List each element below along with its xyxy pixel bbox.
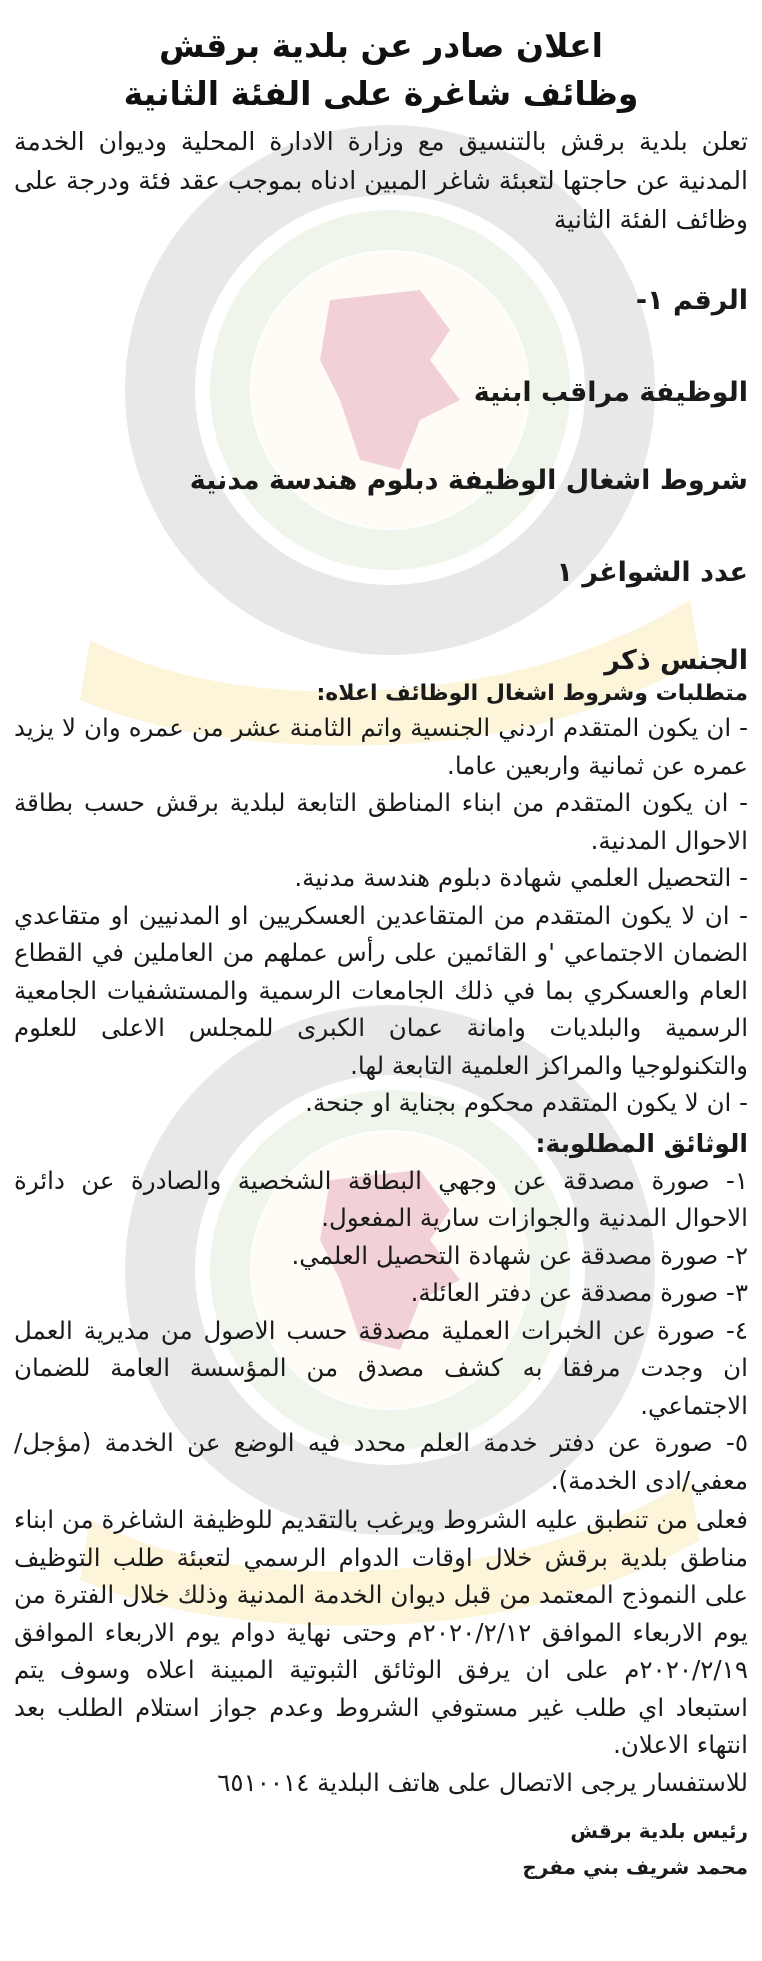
signature-role: رئيس بلدية برقش [570, 1819, 748, 1843]
documents-list [14, 1162, 748, 1500]
intro-paragraph: تعلن بلدية برقش بالتنسيق مع وزارة الادارة المحلية وديوان الخدمة المدنية عن حاجتها لتعبئة شاغر المبين ادناه بموجب عقد فئة ودرجة على وظائف الفئة الثانية [14, 127, 748, 234]
requirement-item: - ان لا يكون المتقدم محكوم بجناية او جنحة. [305, 1088, 748, 1117]
document-item: ٢- صورة مصدقة عن شهادة التحصيل العلمي. [291, 1240, 748, 1270]
signature-name: محمد شريف بني مفرج [522, 1855, 748, 1879]
title-line-1: اعلان صادر عن بلدية برقش [159, 26, 603, 65]
document-item: ٣- صورة مصدقة عن دفتر العائلة. [410, 1278, 748, 1307]
closing-paragraph: فعلى من تنطبق عليه الشروط ويرغب بالتقديم للوظيفة الشاغرة من ابناء مناطق بلدية برقش خلال اوقات الدوام الرسمي لتعبئة طلب التوظيف على النموذج المعتمد من قبل ديوان الخدمة المدنية وذلك خلال الفترة من يوم الاربعاء الموافق ٢٠٢٠/٢/١٢م وحتى نهاية دوام يوم الاربعاء الموافق ٢٠٢٠/٢/١٩م على ان يرفق الوثائق الثبوتية المبينة اعلاه وسوف يتم استبعاد اي طلب غير مستوفي الشروط وعدم جواز استلام الطلب بعد انتهاء الاعلان. [14, 1505, 748, 1759]
announcement-title [14, 22, 748, 118]
job-requirement: شروط اشغال الوظيفة دبلوم هندسة مدنية [189, 465, 748, 496]
requirements-list [14, 709, 748, 1122]
requirement-item: - ان لا يكون المتقدم من المتقاعدين العسكريين او المدنيين او متقاعدي الضمان الاجتماعي 'و القائمين على رأس عملهم من العاملين في القطاع العام والعسكري بما في ذلك الجامعات الرسمية والمستشفيات الجامعية الرسمية والبلديات وامانة عمان الكبرى للمجلس الاعلى للعلوم والتكنولوجيا والمراكز العلمية التابعة لها. [14, 900, 748, 1080]
document-item: ٥- صورة عن دفتر خدمة العلم محدد فيه الوضع عن الخدمة (مؤجل/معفي/ادى الخدمة). [14, 1428, 748, 1495]
document-item: ١- صورة مصدقة عن وجهي البطاقة الشخصية والصادرة عن دائرة الاحوال المدنية والجوازات سارية المفعول. [14, 1165, 748, 1232]
job-number: الرقم ١- [635, 285, 748, 316]
announcement-content [14, 22, 748, 1885]
document-item: ٤- صورة عن الخبرات العملية مصدقة حسب الاصول من مديرية العمل ان وجدت مرفقا به كشف مصدق من المؤسسة العامة للضمان الاجتماعي. [14, 1315, 748, 1420]
job-title: الوظيفة مراقب ابنية [473, 377, 748, 408]
requirement-item: - ان يكون المتقدم من ابناء المناطق التابعة لبلدية برقش حسب بطاقة الاحوال المدنية. [14, 788, 748, 855]
requirement-item: - التحصيل العلمي شهادة دبلوم هندسة مدنية. [294, 863, 748, 892]
title-line-2: وظائف شاغرة على الفئة الثانية [123, 74, 639, 113]
requirements-heading: متطلبات وشروط اشغال الوظائف اعلاه: [316, 681, 748, 706]
job-vacancies: عدد الشواغر ١ [556, 557, 748, 588]
requirement-item: - ان يكون المتقدم اردني الجنسية واتم الثامنة عشر من عمره وان لا يزيد عمره عن ثمانية واربعين عاما. [14, 713, 748, 780]
documents-heading: الوثائق المطلوبة: [535, 1128, 748, 1158]
job-gender: الجنس ذكر [604, 645, 748, 676]
signature-block [14, 1813, 748, 1885]
contact-line: للاستفسار يرجى الاتصال على هاتف البلدية ٦٥١٠٠١٤ [217, 1767, 748, 1797]
